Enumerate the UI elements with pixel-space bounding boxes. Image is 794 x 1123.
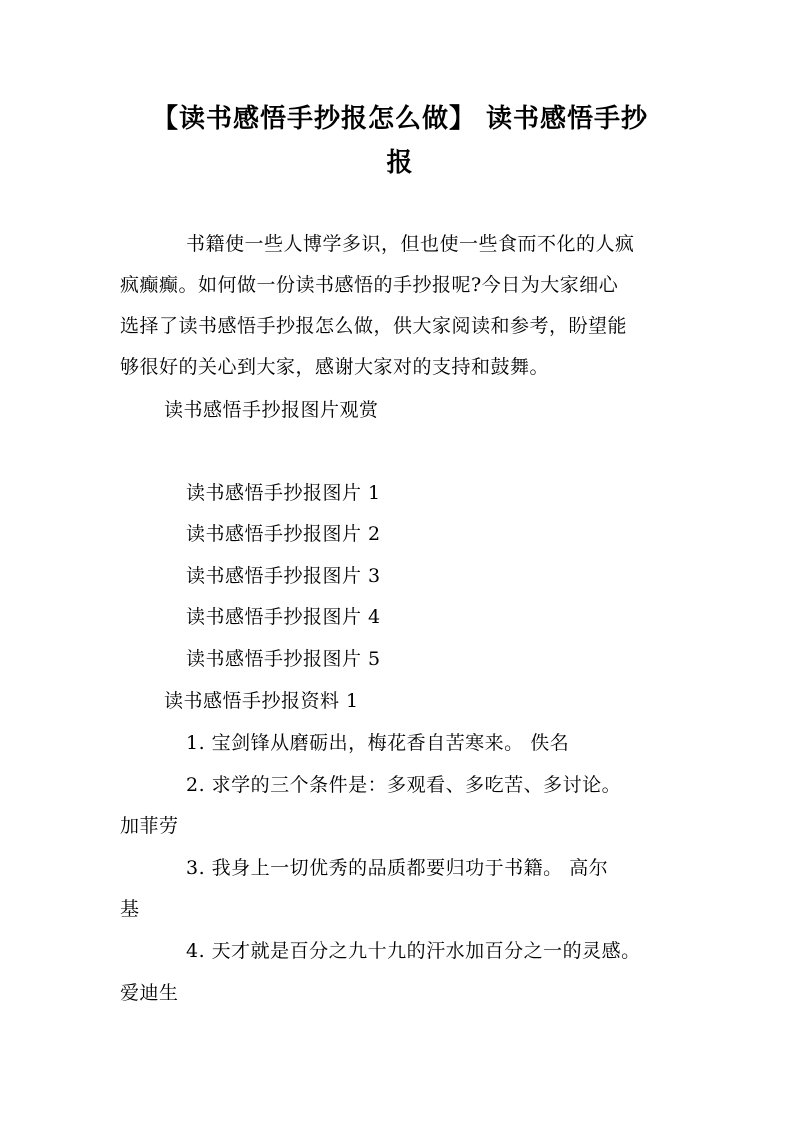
gallery-item: 读书感悟手抄报图片 3: [186, 565, 381, 587]
quote-2-line-1: 2. 求学的三个条件是：多观看、多吃苦、多讨论。: [186, 774, 622, 796]
quote-3-author: 基: [120, 898, 140, 920]
quote-3-line-1: 3. 我身上一切优秀的品质都要归功于书籍。 高尔: [186, 857, 609, 879]
intro-line-2: 疯癫癫。如何做一份读书感悟的手抄报呢?今日为大家细心: [120, 274, 619, 296]
quote-2-author: 加菲劳: [120, 815, 179, 837]
quote-4-author: 爱迪生: [120, 982, 179, 1004]
quote-1-line-1: 1. 宝剑锋从磨砺出，梅花香自苦寒来。 佚名: [186, 732, 570, 754]
document-title-line-1: 【读书感悟手抄报怎么做】 读书感悟手抄: [151, 104, 649, 134]
gallery-item: 读书感悟手抄报图片 4: [186, 606, 381, 628]
material-heading: 读书感悟手抄报资料 1: [164, 690, 359, 712]
intro-line-1: 书籍使一些人博学多识，但也使一些食而不化的人疯: [186, 233, 635, 255]
intro-line-4: 够很好的关心到大家，感谢大家对的支持和鼓舞。: [120, 356, 550, 378]
gallery-item: 读书感悟手抄报图片 1: [186, 482, 381, 504]
gallery-item: 读书感悟手抄报图片 5: [186, 648, 381, 670]
intro-line-3: 选择了读书感悟手抄报怎么做，供大家阅读和参考，盼望能: [120, 315, 628, 337]
document-title-line-2: 报: [386, 148, 414, 178]
quote-4-line-1: 4. 天才就是百分之九十九的汗水加百分之一的灵感。: [186, 940, 641, 962]
gallery-heading: 读书感悟手抄报图片观赏: [164, 399, 379, 421]
gallery-item: 读书感悟手抄报图片 2: [186, 523, 381, 545]
